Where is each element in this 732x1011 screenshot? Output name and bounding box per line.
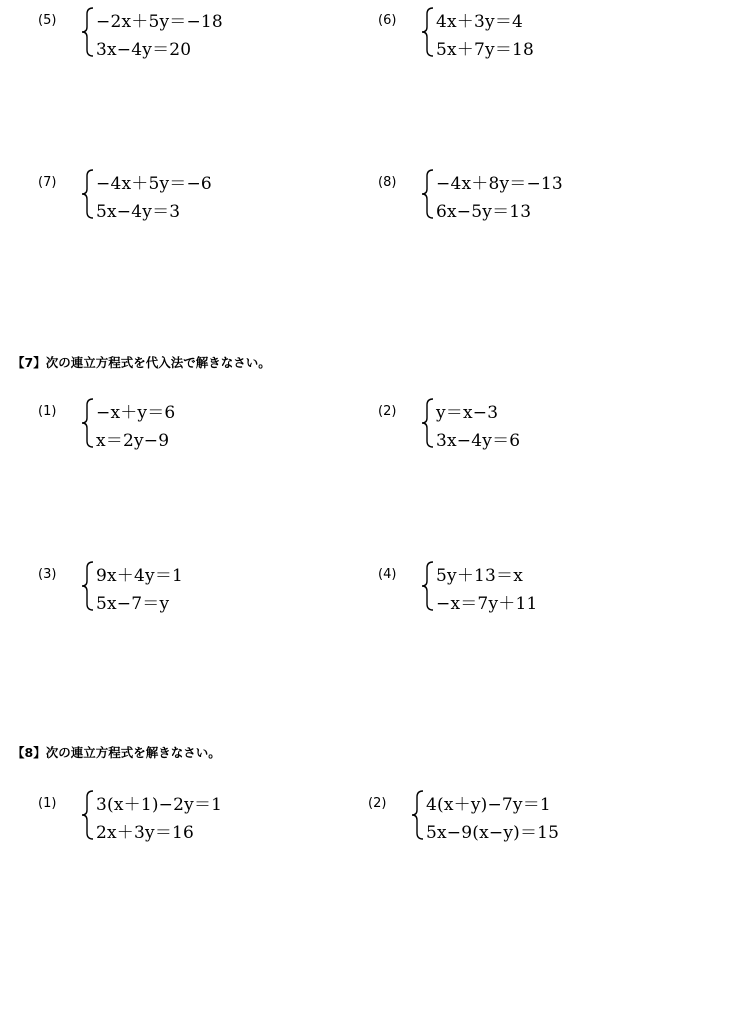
problem-number: (4) bbox=[378, 567, 397, 582]
equation-1: 5y＋13＝x bbox=[436, 566, 524, 586]
equation-1: 4(x＋y)−7y＝1 bbox=[426, 795, 551, 815]
problem-number: (2) bbox=[378, 404, 397, 419]
problem-number: (6) bbox=[378, 13, 397, 28]
equation-2: 6x−5y＝13 bbox=[436, 202, 532, 222]
equation-1: y＝x−3 bbox=[436, 403, 499, 423]
section-8-heading: 【8】次の連立方程式を解きなさい。 bbox=[12, 745, 221, 760]
equation-2: 5x−7＝y bbox=[96, 594, 170, 614]
problem-number: (1) bbox=[38, 404, 57, 419]
equation-1: −2x＋5y＝−18 bbox=[96, 12, 223, 32]
problem-8 bbox=[378, 166, 698, 226]
equation-1: 4x＋3y＝4 bbox=[436, 12, 524, 32]
left-brace-icon bbox=[80, 6, 94, 58]
problem-number: (1) bbox=[38, 796, 57, 811]
left-brace-icon bbox=[420, 6, 434, 58]
section-7-heading: 【7】次の連立方程式を代入法で解きなさい。 bbox=[12, 355, 271, 370]
problem-number: (3) bbox=[38, 567, 57, 582]
equation-1: −4x＋5y＝−6 bbox=[96, 174, 212, 194]
equation-1: −4x＋8y＝−13 bbox=[436, 174, 563, 194]
left-brace-icon bbox=[420, 560, 434, 612]
left-brace-icon bbox=[80, 560, 94, 612]
left-brace-icon bbox=[80, 397, 94, 449]
equation-1: 3(x＋1)−2y＝1 bbox=[96, 795, 223, 815]
problem-number: (5) bbox=[38, 13, 57, 28]
left-brace-icon bbox=[420, 397, 434, 449]
left-brace-icon bbox=[420, 168, 434, 220]
problem-8-2 bbox=[368, 787, 698, 847]
equation-2: 5x−9(x−y)＝15 bbox=[426, 823, 560, 843]
equation-2: 5x＋7y＝18 bbox=[436, 40, 535, 60]
equation-2: 5x−4y＝3 bbox=[96, 202, 181, 222]
left-brace-icon bbox=[80, 168, 94, 220]
equation-2: x＝2y−9 bbox=[96, 431, 170, 451]
problem-7 bbox=[38, 166, 338, 226]
equation-1: 9x＋4y＝1 bbox=[96, 566, 184, 586]
problem-6 bbox=[378, 4, 678, 64]
left-brace-icon bbox=[80, 789, 94, 841]
problem-7-1 bbox=[38, 395, 338, 455]
problem-number: (8) bbox=[378, 175, 397, 190]
problem-7-4 bbox=[378, 558, 678, 618]
problem-number: (2) bbox=[368, 796, 387, 811]
problem-8-1 bbox=[38, 787, 338, 847]
problem-7-3 bbox=[38, 558, 338, 618]
equation-2: 3x−4y＝20 bbox=[96, 40, 192, 60]
equation-1: −x＋y＝6 bbox=[96, 403, 176, 423]
equation-2: 2x＋3y＝16 bbox=[96, 823, 195, 843]
problem-number: (7) bbox=[38, 175, 57, 190]
left-brace-icon bbox=[410, 789, 424, 841]
problem-7-2 bbox=[378, 395, 678, 455]
problem-5 bbox=[38, 4, 338, 64]
equation-2: −x＝7y＋11 bbox=[436, 594, 538, 614]
equation-2: 3x−4y＝6 bbox=[436, 431, 521, 451]
